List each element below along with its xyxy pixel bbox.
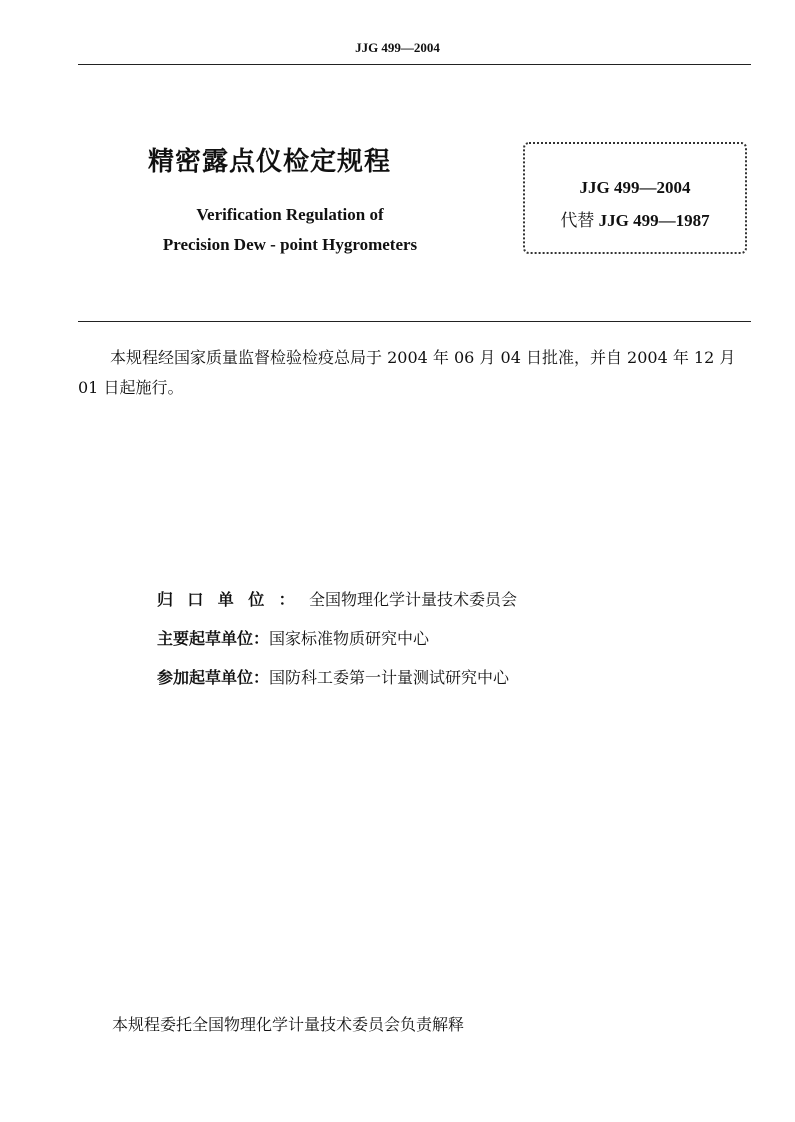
interpretation-note: 本规程委托全国物理化学计量技术委员会负责解释 [112, 1015, 465, 1034]
org-colon: ： [278, 590, 310, 609]
org-label: 参加起草单位 [157, 668, 254, 687]
org-value: 国家标准物质研究中心 [269, 629, 430, 648]
title-english-line-2: Precision Dew - point Hygrometers [162, 235, 418, 254]
section-divider [78, 321, 751, 322]
replaces-code [523, 206, 747, 231]
org-colon: ： [253, 668, 270, 687]
org-row-responsible [157, 587, 517, 610]
org-colon: ： [253, 629, 270, 648]
org-row-main-drafter [157, 626, 429, 649]
approval-statement: 本规程经国家质量监督检验检疫总局于 2004 年 06 月 04 日批准，并自 2004 年 12 月 01 日起施行。 [78, 348, 736, 397]
title-chinese: 精密露点仪检定规程 [148, 147, 392, 177]
org-label: 归口单位 [157, 590, 279, 609]
header-divider [78, 64, 751, 65]
standard-code: JJG 499—2004 [579, 178, 691, 197]
org-label: 主要起草单位 [157, 629, 254, 648]
header-standard-code: JJG 499—2004 [355, 40, 440, 55]
replaced-standard-code: JJG 499—1987 [598, 211, 710, 230]
org-row-participating-drafter [157, 665, 509, 688]
replaces-prefix: 代替 [560, 211, 595, 230]
org-value: 国防科工委第一计量测试研究中心 [269, 668, 510, 687]
title-english-line-1: Verification Regulation of [196, 205, 384, 224]
standard-code-box [523, 142, 747, 254]
org-value: 全国物理化学计量技术委员会 [309, 590, 518, 609]
